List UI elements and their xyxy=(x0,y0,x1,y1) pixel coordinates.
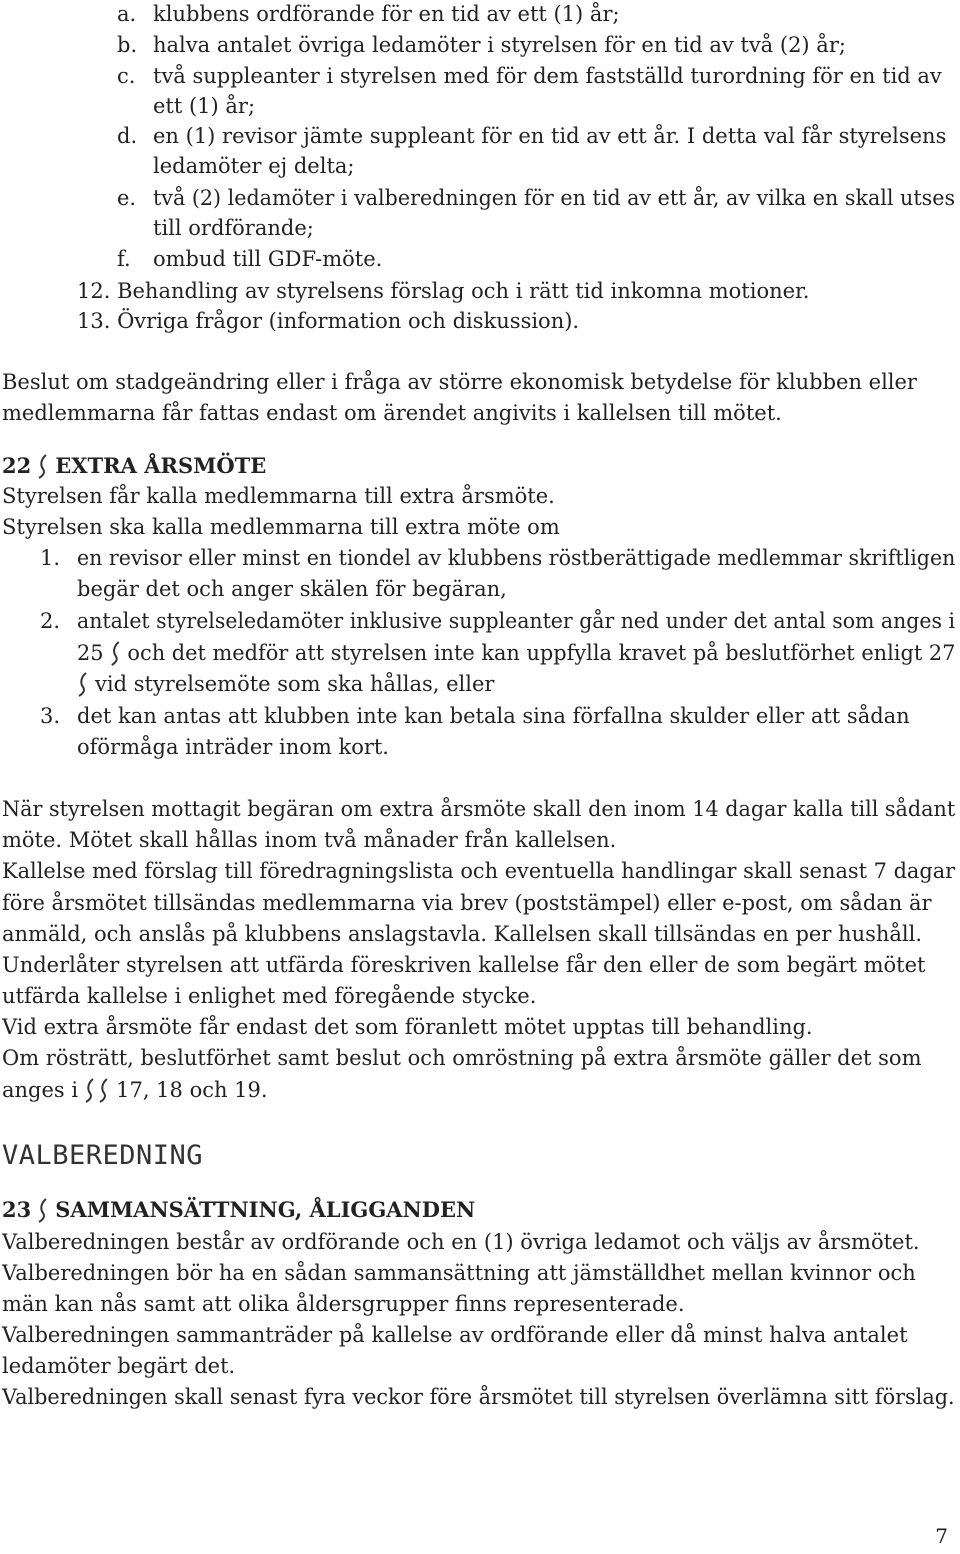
list-marker: 1. xyxy=(40,546,61,570)
agenda-item-13: 13. Övriga frågor (information och diskussion). xyxy=(77,309,580,333)
body-line: Vid extra årsmöte får endast det som föranlett mötet upptas till behandling. xyxy=(2,1015,813,1039)
body-line: utfärda kallelse i enlighet med föregående stycke. xyxy=(2,984,537,1008)
list-item-text: det kan antas att klubben inte kan betala sina förfallna skulder eller att sådan xyxy=(77,704,910,728)
list-item-text: antalet styrelseledamöter inklusive suppleanter går ned under det antal som anges i xyxy=(77,609,956,633)
list-item-text-cont: vid styrelsemöte som ska hållas, eller xyxy=(95,672,495,696)
list-marker: d. xyxy=(117,124,138,148)
section-sign-icon xyxy=(98,1077,110,1103)
list-item-text xyxy=(77,640,955,666)
list-item-text: två suppleanter i styrelsen med för dem fastställd turordning för en tid av xyxy=(153,64,942,88)
beslut-paragraph-line: medlemmarna får fattas endast om ärendet angivits i kallelsen till mötet. xyxy=(2,401,782,425)
list-item-text: två (2) ledamöter i valberedningen för en tid av ett år, av vilka en skall utses xyxy=(153,186,956,210)
list-marker: 3. xyxy=(40,704,61,728)
body-line: Valberedningen skall senast fyra veckor före årsmötet till styrelsen överlämna sitt förslag. xyxy=(2,1385,955,1409)
body-line: ledamöter begärt det. xyxy=(2,1354,236,1378)
list-marker: e. xyxy=(117,186,137,210)
section-23-heading xyxy=(2,1197,475,1223)
body-text: 17, 18 och 19. xyxy=(116,1078,268,1102)
body-line: Valberedningen bör ha en sådan sammansättning att jämställdhet mellan kvinnor och xyxy=(2,1261,916,1285)
section-title: EXTRA ÅRSMÖTE xyxy=(55,453,267,478)
list-item-text: oförmåga inträder inom kort. xyxy=(77,735,389,759)
body-line: När styrelsen mottagit begäran om extra årsmöte skall den inom 14 dagar kalla till sådant xyxy=(2,797,956,821)
chapter-heading: VALBEREDNING xyxy=(2,1140,204,1171)
section-title: SAMMANSÄTTNING, ÅLIGGANDEN xyxy=(55,1197,476,1222)
section-number: 23 xyxy=(2,1197,32,1222)
section-ref: 25 xyxy=(77,641,104,665)
list-item-text: ett (1) år; xyxy=(153,94,256,118)
list-marker: 2. xyxy=(40,609,61,633)
body-line: Styrelsen får kalla medlemmarna till extra årsmöte. xyxy=(2,484,555,508)
list-item-text: en (1) revisor jämte suppleant för en tid av ett år. I detta val får styrelsens xyxy=(153,124,947,148)
body-line xyxy=(2,1077,268,1103)
section-sign-icon xyxy=(84,1077,96,1103)
list-marker: f. xyxy=(117,247,131,271)
list-item-text xyxy=(77,671,494,697)
body-line: möte. Mötet skall hållas inom två månader från kallelsen. xyxy=(2,828,617,852)
body-line: Valberedningen sammanträder på kallelse av ordförande eller då minst halva antalet xyxy=(2,1323,908,1347)
list-item-text: halva antalet övriga ledamöter i styrelsen för en tid av två (2) år; xyxy=(153,33,846,57)
body-line: män kan nås samt att olika åldersgrupper finns representerade. xyxy=(2,1292,685,1316)
section-sign-icon xyxy=(37,453,49,479)
agenda-item-12: 12. Behandling av styrelsens förslag och i rätt tid inkomna motioner. xyxy=(77,279,810,303)
list-item-text: ombud till GDF-möte. xyxy=(153,247,383,271)
body-line: Underlåter styrelsen att utfärda föreskriven kallelse får den eller de som begärt mötet xyxy=(2,953,926,977)
page-number: 7 xyxy=(935,1524,948,1548)
list-marker: b. xyxy=(117,33,138,57)
list-item-text: klubbens ordförande för en tid av ett (1) år; xyxy=(153,2,620,26)
list-item-text-cont: och det medför att styrelsen inte kan uppfylla kravet på beslutförhet enligt 27 xyxy=(127,641,956,665)
section-22-heading xyxy=(2,453,266,479)
list-marker: c. xyxy=(117,64,136,88)
list-item-text: en revisor eller minst en tiondel av klubbens röstberättigade medlemmar skriftligen xyxy=(77,546,956,570)
body-line: före årsmötet tillsändas medlemmarna via brev (poststämpel) eller e-post, om sådan är xyxy=(2,891,932,915)
list-item-text: ledamöter ej delta; xyxy=(153,154,355,178)
beslut-paragraph-line: Beslut om stadgeändring eller i fråga av större ekonomisk betydelse för klubben eller xyxy=(2,370,917,394)
list-marker: a. xyxy=(117,2,137,26)
section-sign-icon xyxy=(37,1197,49,1223)
body-text: anges i xyxy=(2,1078,79,1102)
body-line: Styrelsen ska kalla medlemmarna till extra möte om xyxy=(2,515,560,539)
body-line: anmäld, och anslås på klubbens anslagstavla. Kallelsen skall tillsändas en per hushåll. xyxy=(2,922,923,946)
body-line: Om rösträtt, beslutförhet samt beslut och omröstning på extra årsmöte gäller det som xyxy=(2,1046,922,1070)
list-item-text: begär det och anger skälen för begäran, xyxy=(77,577,507,601)
body-line: Kallelse med förslag till föredragningslista och eventuella handlingar skall senast 7 dagar xyxy=(2,859,956,883)
section-sign-icon xyxy=(110,640,122,666)
list-item-text: till ordförande; xyxy=(153,216,314,240)
body-line: Valberedningen består av ordförande och en (1) övriga ledamot och väljs av årsmötet. xyxy=(2,1230,920,1254)
section-sign-icon xyxy=(77,671,89,697)
section-number: 22 xyxy=(2,453,32,478)
